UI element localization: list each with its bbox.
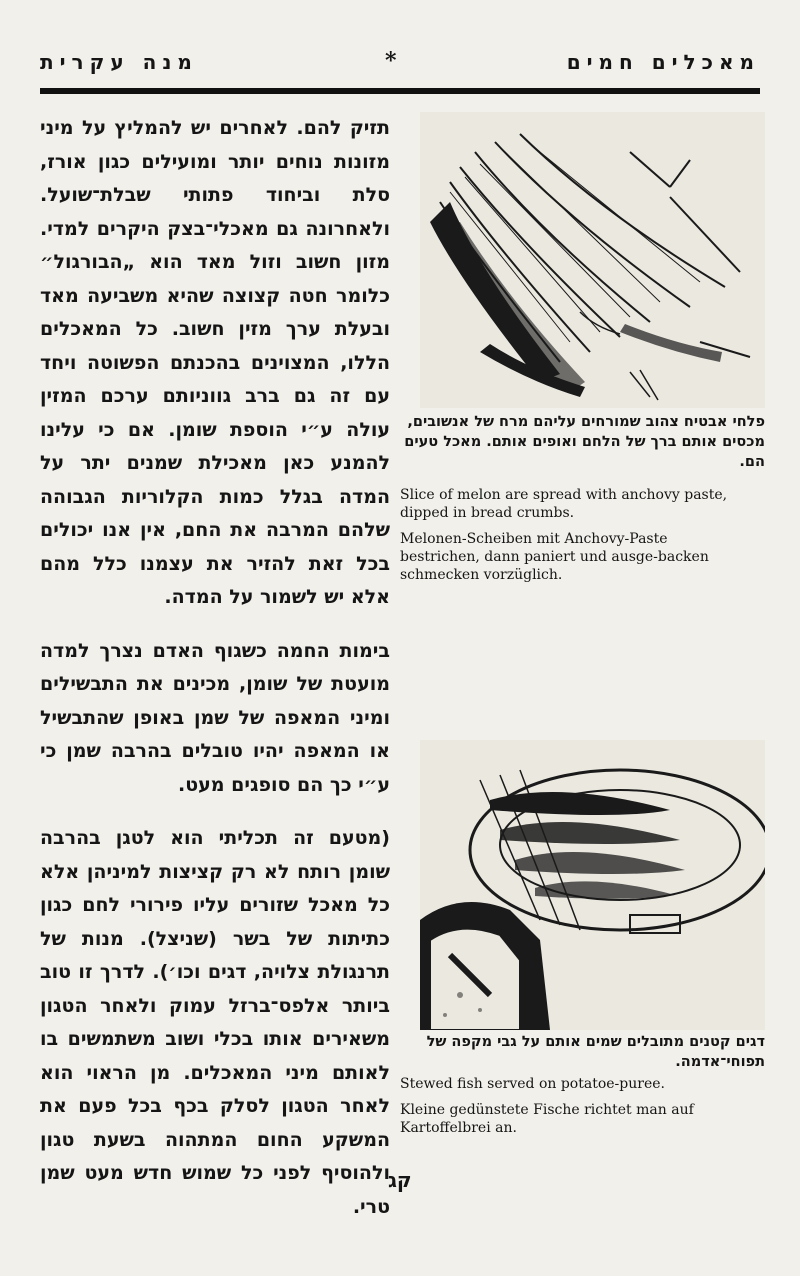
header-separator: * [385, 48, 397, 74]
header-rule [40, 88, 760, 94]
figure2-caption-hebrew: דגים קטנים מתובלים שמים אותם על גבי מקפה של תפוחי־אדמה. [426, 1034, 765, 1070]
body-text-column [40, 112, 390, 1244]
figure2-caption-english: Stewed fish served on potatoe-puree. [400, 1076, 665, 1092]
figure1-caption-hebrew: פלחי אבטיח צהוב שמורחים עליהם מרח של אנשובים, מכסים אותם ברך של הלחם ואופים אותם. מאכל טעים הם. [404, 414, 765, 470]
stewed-fish-illustration [420, 740, 765, 1030]
running-header [40, 40, 760, 92]
page-number: קג [388, 1168, 412, 1192]
header-chapter-title: מאכלים חמים [566, 50, 760, 74]
body-paragraph: בימות החמה כשגוף האדם נצרך למדה מועטת של שומן, מכינים את התבשילים ומיני המאפה של שמן באופן שהתבשיל או המאפה יהיו טובלים בהרבה שמן כי ע״י כך הם סופגים מעט. [40, 639, 390, 796]
header-section-title: מנה עקרית [40, 50, 198, 74]
body-paragraph: תזיק להם. לאחרים יש להמליץ על מיני מזונות נוחים יותר ומועילים כגון אורז, סלת וביחוד פתותי שבלת־שועל. ולאחרונה גם מאכלי־בצק היקרים למדי. מזון חשוב וזול מאד הוא „הבורגול״ כלומר חטה קצוצה שהיא משביעה מאד ובעלת ערך מזין חשוב. כל המאכלים הללו, המצוינים בהכנתם הפשוטה ויחד עם זה גם ברב גווניותם ערכם המזין עולה ע״י הוספת שומן. אם כי עלינו להמנע כאן מאכילת שמנים יתר על המדה בגלל כמות הקלוריות הגבוהה שלהם המרבה את החם, אין אנו יכולים בכל זאת להזיר את עצמנו כלל מהם אלא יש לשמור על המדה. [40, 117, 390, 608]
figure1-caption-german: Melonen-Scheiben mit Anchovy-Paste bestrichen, dann paniert und ausge-backen schmecken vorzüglich. [400, 531, 709, 583]
body-paragraph: (מטעם זה תכליתי הוא לטגן בהרבה שומן רותח לא רק קציצות למיניהן אלא כל מאכל שזורים עליו פירורי לחם כגון כתיתות של בשר (שניצל). מנות של תרנגולת צלויה, דגים וכו׳). לדרך זו טוב ביותר אלפס־ברזל עמוק ולאחר הטגון משאירים אותו בכלי ושוב משתמשים בו לאותם מיני המאכלים. מן הראוי הוא לאחר הטגון לסלק בכף בכל פעם את המשקע החום המתהוה בשעת טגון ולהוסיף לפני כל שמוש חדש מעט שמן טרי. [40, 827, 390, 1218]
melon-slices-illustration [420, 112, 765, 408]
figure2-caption-german: Kleine gedünstete Fische richtet man auf Kartoffelbrei an. [400, 1102, 694, 1136]
figure1-caption-english: Slice of melon are spread with anchovy paste, dipped in bread crumbs. [400, 487, 728, 521]
